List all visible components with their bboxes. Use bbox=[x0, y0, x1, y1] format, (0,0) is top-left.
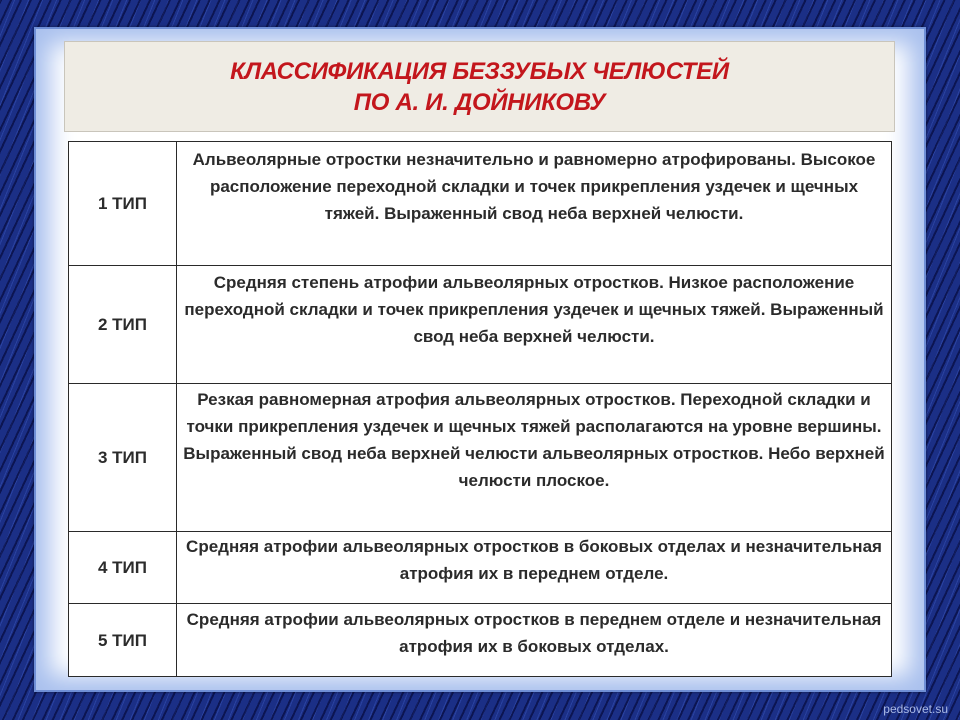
watermark[interactable]: pedsovet.su bbox=[883, 702, 948, 716]
table-row bbox=[69, 604, 892, 677]
table-row bbox=[69, 532, 892, 604]
type-description: Средняя степень атрофии альвеолярных отростков. Низкое расположение переходной складки и точек прикрепления уздечек и щечных тяжей. Выраженный свод неба верхней челюсти. bbox=[177, 266, 892, 384]
type-label: 4 ТИП bbox=[69, 532, 177, 604]
table-row bbox=[69, 142, 892, 266]
type-label: 5 ТИП bbox=[69, 604, 177, 677]
type-description: Альвеолярные отростки незначительно и равномерно атрофированы. Высокое расположение переходной складки и точек прикрепления уздечек и щечных тяжей. Выраженный свод неба верхней челюсти. bbox=[177, 142, 892, 266]
type-label: 1 ТИП bbox=[69, 142, 177, 266]
type-description: Средняя атрофии альвеолярных отростков в переднем отделе и незначительная атрофия их в боковых отделах. bbox=[177, 604, 892, 677]
table-row bbox=[69, 266, 892, 384]
type-label: 3 ТИП bbox=[69, 384, 177, 532]
title-box bbox=[64, 41, 895, 132]
type-label: 2 ТИП bbox=[69, 266, 177, 384]
table-row bbox=[69, 384, 892, 532]
type-description: Резкая равномерная атрофия альвеолярных отростков. Переходной складки и точки прикрепления уздечек и щечных тяжей располагаются на уровне вершины. Выраженный свод неба верхней челюсти альвеолярных отростков. Небо верхней челюсти плоское. bbox=[177, 384, 892, 532]
title-line-2: ПО А. И. ДОЙНИКОВУ bbox=[353, 88, 606, 116]
title-line-1: КЛАССИФИКАЦИЯ БЕЗЗУБЫХ ЧЕЛЮСТЕЙ bbox=[230, 57, 729, 85]
type-description: Средняя атрофии альвеолярных отростков в боковых отделах и незначительная атрофия их в переднем отделе. bbox=[177, 532, 892, 604]
classification-table bbox=[68, 141, 892, 677]
